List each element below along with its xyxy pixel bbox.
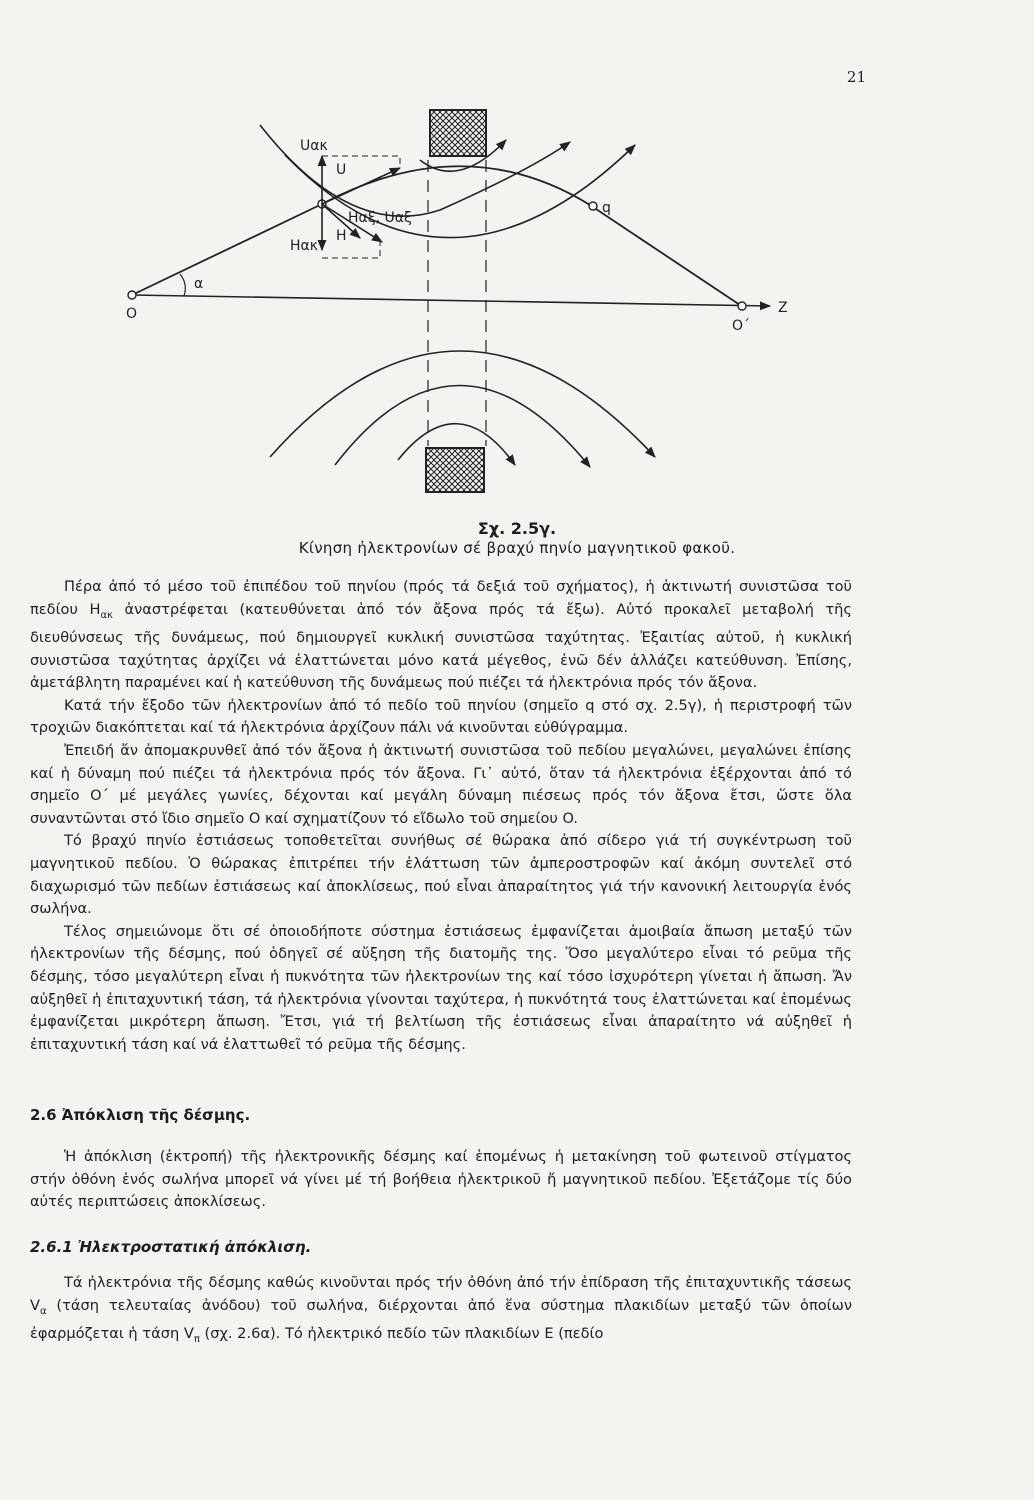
label-alpha: α bbox=[194, 276, 204, 292]
paragraph-4: Τό βραχύ πηνίο ἐστιάσεως τοποθετεῖται συνήθως σέ θώρακα ἀπό σίδερο γιά τή συγκέντρωση τοῦ μαγνητικοῦ πεδίου. Ὁ θώρακας ἐπιτρέπει τήν ἐλάττωση τῶν ἀμπεροστροφῶν καί ἀκόμη συντελεῖ στό διαχωρισμό τῶν πεδίων ἐστιάσεως καί ἀποκλίσεως, πού εἶναι ἀπαραίτητος γιά τήν κανονική λειτουργία ἑνός σωλήνα. bbox=[30, 832, 852, 918]
section-2-6-1-text-block bbox=[30, 1272, 852, 1352]
electron-trajectory bbox=[132, 166, 740, 305]
paragraph-3: Ἐπειδή ἄν ἀπομακρυνθεῖ ἀπό τόν ἄξονα ἡ ἀκτινωτή συνιστῶσα τοῦ πεδίου μεγαλώνει, μεγαλώνει ἐπίσης καί ἡ δύναμη πού πιέζει τά ἠλεκτρόνια πρός τόν ἄξονα. Γι᾽ αὐτό, ὅταν τά ἠλεκτρόνια ἐξέρχονται ἀπό τό σημεῖο O΄ μέ μεγάλες γωνίες, δέχονται καί μεγάλη δύναμη πιέσεως πρός τόν ἄξονα ἔτσι, ὥστε ὅλα συναντῶνται στό ἴδιο σημεῖο O καί σχηματίζουν τό εἴδωλο τοῦ σημείου O. bbox=[30, 742, 852, 827]
field-line-top-3 bbox=[285, 145, 635, 238]
figure-magnetic-lens bbox=[110, 100, 810, 520]
page-number: 21 bbox=[846, 68, 866, 86]
paragraph-1-subscript: ακ bbox=[100, 609, 113, 621]
angle-alpha-arc bbox=[180, 274, 185, 296]
body-text bbox=[30, 576, 852, 1056]
section-heading-2-6: 2.6 Ἀπόκλιση τῆς δέσμης. bbox=[30, 1106, 251, 1124]
paragraph-2: Κατά τήν ἔξοδο τῶν ἠλεκτρονίων ἀπό τό πεδίο τοῦ πηνίου (σημεῖο q στό σχ. 2.5γ), ἡ περιστροφή τῶν τροχιῶν διακόπτεται καί τά ἠλεκτρόνια ἀρχίζουν πάλι νά κινοῦνται εὐθύγραμμα. bbox=[30, 696, 852, 737]
point-q bbox=[589, 202, 597, 210]
coil-top bbox=[430, 110, 486, 156]
section-2-6-1-part-a: Τά ἠλεκτρόνια τῆς δέσμης καθώς κινοῦνται πρός τήν ὀθόνη ἀπό τήν ἐπίδραση τῆς ἐπιταχυντικῆς τάσεως V bbox=[30, 1274, 852, 1314]
optical-axis bbox=[132, 295, 770, 306]
construction-bottom bbox=[322, 242, 380, 258]
point-O-prime bbox=[738, 302, 746, 310]
label-q: q bbox=[602, 200, 611, 216]
paragraph-1 bbox=[30, 576, 852, 695]
paragraph-1-part-a: Πέρα ἀπό τό μέσο τοῦ ἐπιπέδου τοῦ πηνίου (πρός τά δεξιά τοῦ σχήματος), ἡ ἀκτινωτή συνιστῶσα τοῦ πεδίου H bbox=[30, 578, 852, 618]
label-H-ak: Hακ bbox=[290, 238, 319, 254]
figure-caption-label: Σχ. 2.5γ. bbox=[477, 519, 557, 538]
paragraph-5: Τέλος σημειώνομε ὅτι σέ ὁποιοδήποτε σύστημα ἐστιάσεως ἐμφανίζεται ἀμοιβαία ἄπωση μεταξύ τῶν ἠλεκτρονίων τῆς δέσμης, πού ὁδηγεῖ σέ αὔξηση τῆς διατομῆς της. Ὅσο μεγαλύτερο εἶναι τό ρεῦμα τῆς δέσμης, τόσο μεγαλύτερη εἶναι ἡ πυκνότητα τῶν ἠλεκτρονίων της καί τόσο ἰσχυρότερη γίνεται ἡ ἄπωση. Ἄν αὐξηθεῖ ἡ ἐπιταχυντική τάση, τά ἠλεκτρόνια γίνονται ταχύτερα, ἡ πυκνότητά τους ἐλαττώνεται καί ἑπομένως ἐμφανίζεται μικρότερη ἄπωση. Ἔτσι, γιά τή βελτίωση τῆς ἐστιάσεως εἶναι ἀπαραίτητο νά αὐξηθεῖ ἡ ἐπιταχυντική τάση καί νά ἐλαττωθεῖ τό ρεῦμα τῆς δέσμης. bbox=[30, 922, 852, 1053]
section-2-6-1-text bbox=[30, 1272, 852, 1352]
section-2-6-1-sub-b: π bbox=[193, 1334, 200, 1345]
label-O-prime: O΄ bbox=[732, 318, 751, 334]
label-H-ak-xi-U-ak-xi: Hαξ, Uαξ bbox=[348, 210, 412, 226]
vector-U bbox=[322, 168, 400, 204]
label-H: H bbox=[336, 228, 347, 244]
paragraph-1-part-b: ἀναστρέφεται (κατευθύνεται ἀπό τόν ἄξονα πρός τά ἔξω). Αὐτό προκαλεῖ μεταβολή τῆς διευθύνσεως τῆς δυνάμεως, πού δημιουργεῖ κυκλική συνιστῶσα ταχύτητας. Ἐξαιτίας αὐτοῦ, ἡ κυκλική συνιστῶσα ταχύτητας ἀρχίζει νά ἐλαττώνεται μόνο κατά μέγεθος, ἐνῶ δέν ἀλλάζει κατεύθυνση. Ἐπίσης, ἀμετάβλητη παραμένει καί ἡ κατεύθυνση τῆς δυνάμεως πού πιέζει τά ἠλεκτρόνια πρός τόν ἄξονα. bbox=[30, 600, 852, 692]
section-2-6-1-part-b: (τάση τελευταίας ἀνόδου) τοῦ σωλήνα, διέρχονται ἀπό ἕνα σύστημα πλακιδίων μεταξύ τῶν ὁποίων ἐφαρμόζεται ἡ τάση V bbox=[30, 1296, 852, 1343]
field-line-bottom-1 bbox=[270, 351, 655, 457]
section-heading-2-6-1: 2.6.1 Ἠλεκτροστατική ἀπόκλιση. bbox=[30, 1238, 312, 1256]
construction-top bbox=[322, 156, 400, 168]
point-O bbox=[128, 291, 136, 299]
section-2-6-1-sub-a: α bbox=[39, 1305, 47, 1317]
coil-bottom bbox=[426, 448, 484, 492]
section-2-6-text-block bbox=[30, 1146, 852, 1214]
section-2-6-text: Ἡ ἀπόκλιση (ἐκτροπή) τῆς ἠλεκτρονικῆς δέσμης καί ἑπομένως ἡ μετακίνηση τοῦ φωτεινοῦ στίγματος στήν ὀθόνη ἑνός σωλήνα μπορεῖ νά γίνει μέ τή βοήθεια ἠλεκτρικοῦ ἤ μαγνητικοῦ πεδίου. Ἐξετάζομε τίς δύο αὐτές περιπτώσεις ἀποκλίσεως. bbox=[30, 1148, 852, 1211]
label-U-ak: Uακ bbox=[300, 138, 328, 154]
label-Z: Z bbox=[778, 300, 788, 316]
section-2-6-1-part-c: (σχ. 2.6α). Τό ἠλεκτρικό πεδίο τῶν πλακιδίων E (πεδίο bbox=[199, 1325, 604, 1343]
figure-caption-text: Κίνηση ἠλεκτρονίων σέ βραχύ πηνίο μαγνητικοῦ φακοῦ. bbox=[298, 539, 736, 557]
figure-diagram bbox=[110, 100, 810, 520]
label-U: U bbox=[336, 162, 347, 178]
label-O: O bbox=[126, 306, 138, 322]
